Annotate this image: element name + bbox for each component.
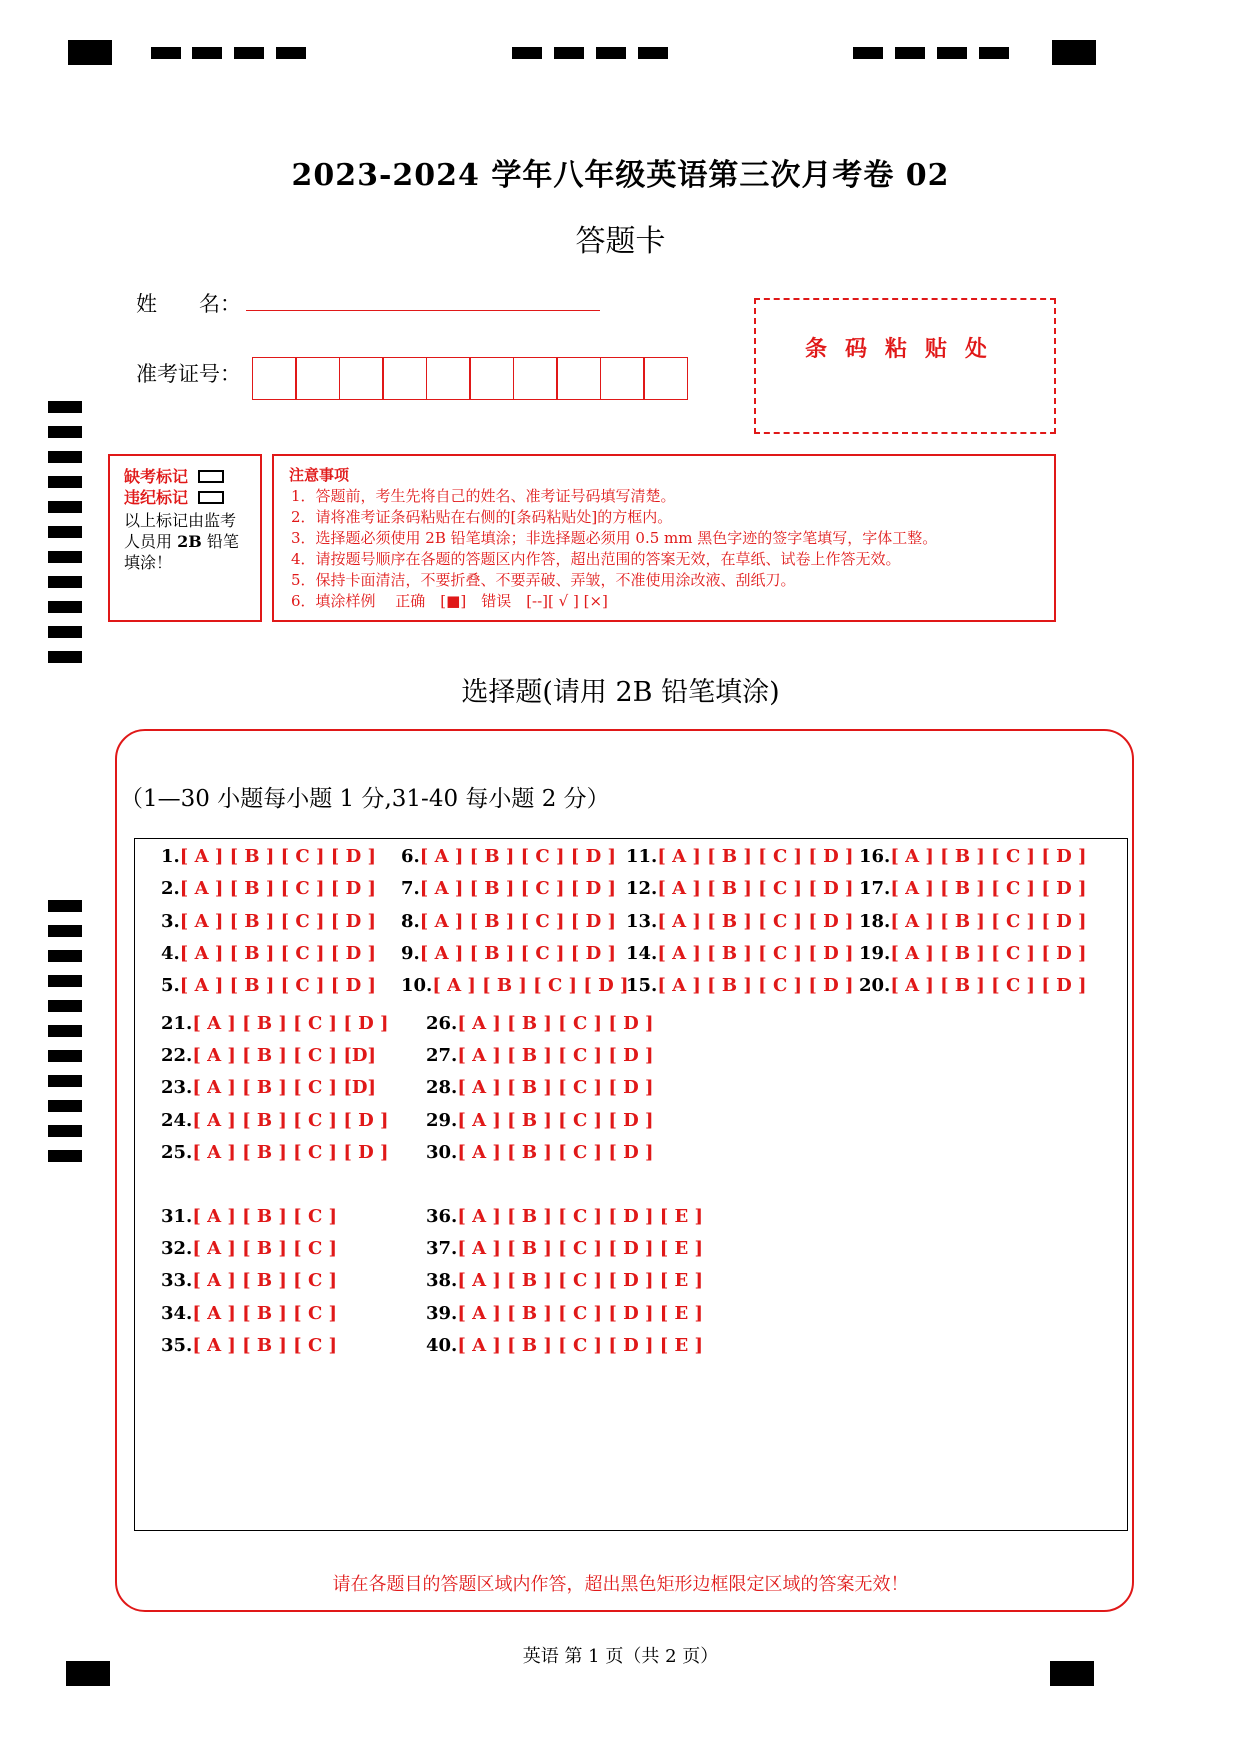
marks-note-line: 以上标记由监考 [124, 511, 237, 530]
marks-box [108, 454, 262, 622]
question-number: 23. [161, 1077, 193, 1098]
exam-id-cell[interactable] [600, 357, 645, 400]
question-number: 16. [859, 846, 891, 867]
timing-mark [48, 551, 82, 563]
timing-mark [48, 900, 82, 912]
page-footer: 英语 第 1 页（共 2 页） [522, 1646, 719, 1667]
question-21[interactable] [161, 1013, 389, 1034]
question-options[interactable]: [ A ] [ B ] [ C ] [ D ] [419, 943, 616, 964]
timing-mark [48, 1150, 82, 1162]
question-32[interactable] [161, 1238, 337, 1259]
violation-mark-box[interactable] [198, 491, 224, 504]
corner-mark-top-left [68, 40, 112, 65]
question-number: 3. [161, 911, 180, 932]
question-options[interactable]: [ A ] [ B ] [ C ] [ D ] [179, 975, 376, 996]
question-options[interactable]: [ A ] [ B ] [ C ] [ D ] [ E ] [457, 1206, 704, 1227]
question-number: 20. [859, 975, 891, 996]
question-number: 4. [161, 943, 180, 964]
timing-mark [48, 451, 82, 463]
timing-mark [48, 401, 82, 413]
question-number: 9. [401, 943, 420, 964]
timing-mark [48, 576, 82, 588]
warning-text: 请在各题目的答题区域内作答，超出黑色矩形边框限定区域的答案无效！ [332, 1574, 909, 1595]
question-options[interactable]: [ A ] [ B ] [ C ] [ D ] [192, 1013, 389, 1034]
marks-note-line: 人员用 2B 铅笔 [124, 532, 239, 551]
timing-mark [48, 975, 82, 987]
question-number: 7. [401, 878, 420, 899]
timing-mark [48, 526, 82, 538]
notes-item: 1．答题前，考生先将自己的姓名、准考证号码填写清楚。 [291, 487, 676, 505]
question-number: 30. [426, 1142, 458, 1163]
question-2[interactable] [161, 878, 376, 899]
question-options[interactable]: [ A ] [ B ] [ C ] [192, 1335, 338, 1356]
timing-mark [48, 601, 82, 613]
notes-title: 注意事项 [289, 466, 350, 484]
notes-item: 2．请将准考证条码粘贴在右侧的[条码粘贴处]的方框内。 [291, 508, 673, 526]
question-number: 2. [161, 878, 180, 899]
question-25[interactable] [161, 1142, 389, 1163]
notes-item: 3．选择题必须使用 2B 铅笔填涂；非选择题必须用 0.5 mm 黑色字迹的签字笔填写，字体工整。 [291, 529, 938, 547]
absent-mark-label: 缺考标记 [124, 467, 189, 486]
question-options[interactable]: [ A ] [ B ] [ C ] [192, 1270, 338, 1291]
question-options[interactable]: [ A ] [ B ] [ C ] [ D ] [457, 1142, 654, 1163]
question-29[interactable] [426, 1110, 654, 1131]
question-options[interactable]: [ A ] [ B ] [ C ] [ D ] [419, 878, 616, 899]
question-options[interactable]: [ A ] [ B ] [ C ] [ D ] [457, 1110, 654, 1131]
question-number: 33. [161, 1270, 193, 1291]
timing-mark [48, 1125, 82, 1137]
question-options[interactable]: [ A ] [ B ] [ C ] [ D ] [890, 846, 1087, 867]
question-options[interactable]: [ A ] [ B ] [ C ] [ D ] [657, 943, 854, 964]
timing-mark [48, 651, 82, 663]
question-number: 6. [401, 846, 420, 867]
question-number: 21. [161, 1013, 193, 1034]
question-20[interactable] [859, 975, 1087, 996]
question-number: 35. [161, 1335, 193, 1356]
question-36[interactable] [426, 1206, 703, 1227]
absent-mark-row [124, 466, 252, 487]
question-33[interactable] [161, 1270, 337, 1291]
question-38[interactable] [426, 1270, 703, 1291]
question-options[interactable]: [ A ] [ B ] [ C ] [ D ] [192, 1142, 389, 1163]
question-9[interactable] [401, 943, 616, 964]
question-options[interactable]: [ A ] [ B ] [ C ] [ D ] [ E ] [457, 1270, 704, 1291]
question-options[interactable]: [ A ] [ B ] [ C ] [192, 1238, 338, 1259]
question-options[interactable]: [ A ] [ B ] [ C ] [192, 1206, 338, 1227]
question-number: 17. [859, 878, 891, 899]
exam-id-cell[interactable] [426, 357, 471, 400]
violation-mark-label: 违纪标记 [124, 488, 189, 507]
timing-mark [276, 47, 306, 59]
question-number: 11. [626, 846, 658, 867]
corner-mark-top-right [1052, 40, 1096, 65]
question-number: 29. [426, 1110, 458, 1131]
question-options[interactable]: [ A ] [ B ] [ C ] [ D ] [179, 943, 376, 964]
name-field[interactable] [246, 310, 600, 311]
timing-mark [853, 47, 883, 59]
timing-mark [48, 1025, 82, 1037]
exam-id-grid[interactable] [253, 357, 688, 400]
exam-id-cell[interactable] [252, 357, 297, 400]
question-number: 1. [161, 846, 180, 867]
question-4[interactable] [161, 943, 376, 964]
question-number: 19. [859, 943, 891, 964]
question-number: 5. [161, 975, 180, 996]
question-34[interactable] [161, 1303, 337, 1324]
marks-note [124, 510, 252, 573]
question-12[interactable] [626, 878, 854, 899]
question-options[interactable]: [ A ] [ B ] [ C ] [ D ] [457, 1077, 654, 1098]
timing-mark [554, 47, 584, 59]
question-number: 10. [401, 975, 433, 996]
exam-id-cell[interactable] [469, 357, 514, 400]
page-subtitle: 答题卡 [575, 224, 666, 259]
question-options[interactable]: [ A ] [ B ] [ C ] [ D ] [890, 878, 1087, 899]
question-17[interactable] [859, 878, 1087, 899]
timing-mark [979, 47, 1009, 59]
question-15[interactable] [626, 975, 854, 996]
exam-id-cell[interactable] [556, 357, 601, 400]
question-options[interactable]: [ A ] [ B ] [ C ] [ D ] [657, 846, 854, 867]
question-18[interactable] [859, 911, 1087, 932]
question-options[interactable]: [ A ] [ B ] [ C ] [ D ] [657, 975, 854, 996]
question-30[interactable] [426, 1142, 654, 1163]
timing-mark [48, 626, 82, 638]
violation-mark-row [124, 487, 252, 508]
question-13[interactable] [626, 911, 854, 932]
question-number: 31. [161, 1206, 193, 1227]
question-3[interactable] [161, 911, 376, 932]
question-number: 8. [401, 911, 420, 932]
absent-mark-box[interactable] [198, 470, 224, 483]
timing-mark [48, 476, 82, 488]
timing-mark [234, 47, 264, 59]
question-options[interactable]: [ A ] [ B ] [ C ] [ D ] [ E ] [457, 1238, 704, 1259]
question-number: 40. [426, 1335, 458, 1356]
timing-mark [512, 47, 542, 59]
question-options[interactable]: [ A ] [ B ] [ C ] [ D ] [419, 911, 616, 932]
question-22[interactable] [161, 1045, 376, 1066]
page-title: 2023-2024 学年八年级英语第三次月考卷 02 [291, 158, 950, 193]
question-number: 14. [626, 943, 658, 964]
question-number: 27. [426, 1045, 458, 1066]
question-options[interactable]: [ A ] [ B ] [ C ] [ D ] [179, 878, 376, 899]
exam-id-cell[interactable] [295, 357, 340, 400]
question-options[interactable]: [ A ] [ B ] [ C ] [ D ] [457, 1013, 654, 1034]
score-note: （1—30 小题每小题 1 分,31-40 每小题 2 分） [120, 786, 610, 812]
question-37[interactable] [426, 1238, 703, 1259]
timing-mark [151, 47, 181, 59]
timing-mark [638, 47, 668, 59]
question-7[interactable] [401, 878, 616, 899]
timing-mark [48, 1000, 82, 1012]
question-options[interactable]: [ A ] [ B ] [ C ] [ D ] [ E ] [457, 1335, 704, 1356]
barcode-area [754, 298, 1056, 434]
section-title: 选择题(请用 2B 铅笔填涂) [461, 677, 780, 708]
question-23[interactable] [161, 1077, 376, 1098]
notes-box [272, 454, 1056, 622]
question-number: 18. [859, 911, 891, 932]
question-number: 25. [161, 1142, 193, 1163]
marks-note-line: 填涂！ [124, 553, 173, 572]
question-options[interactable]: [ A ] [ B ] [ C ] [D] [192, 1077, 376, 1098]
question-14[interactable] [626, 943, 854, 964]
question-number: 39. [426, 1303, 458, 1324]
question-10[interactable] [401, 975, 629, 996]
question-number: 28. [426, 1077, 458, 1098]
exam-id-cell[interactable] [382, 357, 427, 400]
question-options[interactable]: [ A ] [ B ] [ C ] [ D ] [657, 911, 854, 932]
notes-item: 4．请按题号顺序在各题的答题区内作答，超出范围的答案无效，在草纸、试卷上作答无效。 [291, 550, 901, 568]
question-16[interactable] [859, 846, 1087, 867]
question-options[interactable]: [ A ] [ B ] [ C ] [ D ] [457, 1045, 654, 1066]
question-19[interactable] [859, 943, 1087, 964]
question-1[interactable] [161, 846, 376, 867]
notes-item: 5．保持卡面清洁，不要折叠、不要弄破、弄皱，不准使用涂改液、刮纸刀。 [291, 571, 796, 589]
timing-mark [48, 501, 82, 513]
question-28[interactable] [426, 1077, 654, 1098]
question-options[interactable]: [ A ] [ B ] [ C ] [ D ] [890, 943, 1087, 964]
question-8[interactable] [401, 911, 616, 932]
question-number: 38. [426, 1270, 458, 1291]
question-35[interactable] [161, 1335, 337, 1356]
timing-mark [48, 426, 82, 438]
timing-mark [895, 47, 925, 59]
timing-mark [192, 47, 222, 59]
timing-mark [596, 47, 626, 59]
question-options[interactable]: [ A ] [ B ] [ C ] [ D ] [179, 911, 376, 932]
question-number: 12. [626, 878, 658, 899]
question-number: 15. [626, 975, 658, 996]
question-number: 13. [626, 911, 658, 932]
question-number: 32. [161, 1238, 193, 1259]
name-label: 姓 名： [136, 292, 241, 316]
answer-grid-box [134, 838, 1128, 1531]
question-26[interactable] [426, 1013, 654, 1034]
question-number: 22. [161, 1045, 193, 1066]
question-24[interactable] [161, 1110, 389, 1131]
timing-mark [48, 1100, 82, 1112]
barcode-label: 条码粘贴处 [804, 336, 1005, 362]
question-options[interactable]: [ A ] [ B ] [ C ] [ D ] [192, 1110, 389, 1131]
question-number: 34. [161, 1303, 193, 1324]
timing-mark [48, 1075, 82, 1087]
timing-mark [48, 950, 82, 962]
timing-mark [48, 925, 82, 937]
exam-id-cell[interactable] [643, 357, 688, 400]
question-40[interactable] [426, 1335, 703, 1356]
timing-mark [48, 1050, 82, 1062]
question-options[interactable]: [ A ] [ B ] [ C ] [D] [192, 1045, 376, 1066]
exam-id-cell[interactable] [339, 357, 384, 400]
question-31[interactable] [161, 1206, 337, 1227]
question-5[interactable] [161, 975, 376, 996]
question-number: 26. [426, 1013, 458, 1034]
question-11[interactable] [626, 846, 854, 867]
question-39[interactable] [426, 1303, 703, 1324]
question-options[interactable]: [ A ] [ B ] [ C ] [192, 1303, 338, 1324]
question-6[interactable] [401, 846, 616, 867]
timing-mark [937, 47, 967, 59]
question-number: 24. [161, 1110, 193, 1131]
question-options[interactable]: [ A ] [ B ] [ C ] [ D ] [890, 911, 1087, 932]
id-label: 准考证号： [136, 362, 241, 386]
question-options[interactable]: [ A ] [ B ] [ C ] [ D ] [419, 846, 616, 867]
question-options[interactable]: [ A ] [ B ] [ C ] [ D ] [ E ] [457, 1303, 704, 1324]
exam-id-cell[interactable] [513, 357, 558, 400]
question-27[interactable] [426, 1045, 654, 1066]
question-number: 36. [426, 1206, 458, 1227]
question-options[interactable]: [ A ] [ B ] [ C ] [ D ] [432, 975, 629, 996]
question-options[interactable]: [ A ] [ B ] [ C ] [ D ] [179, 846, 376, 867]
notes-item: 6．填涂样例 正确 [■] 错误 [--][ √ ] [×] [291, 592, 608, 610]
question-options[interactable]: [ A ] [ B ] [ C ] [ D ] [890, 975, 1087, 996]
question-options[interactable]: [ A ] [ B ] [ C ] [ D ] [657, 878, 854, 899]
question-number: 37. [426, 1238, 458, 1259]
